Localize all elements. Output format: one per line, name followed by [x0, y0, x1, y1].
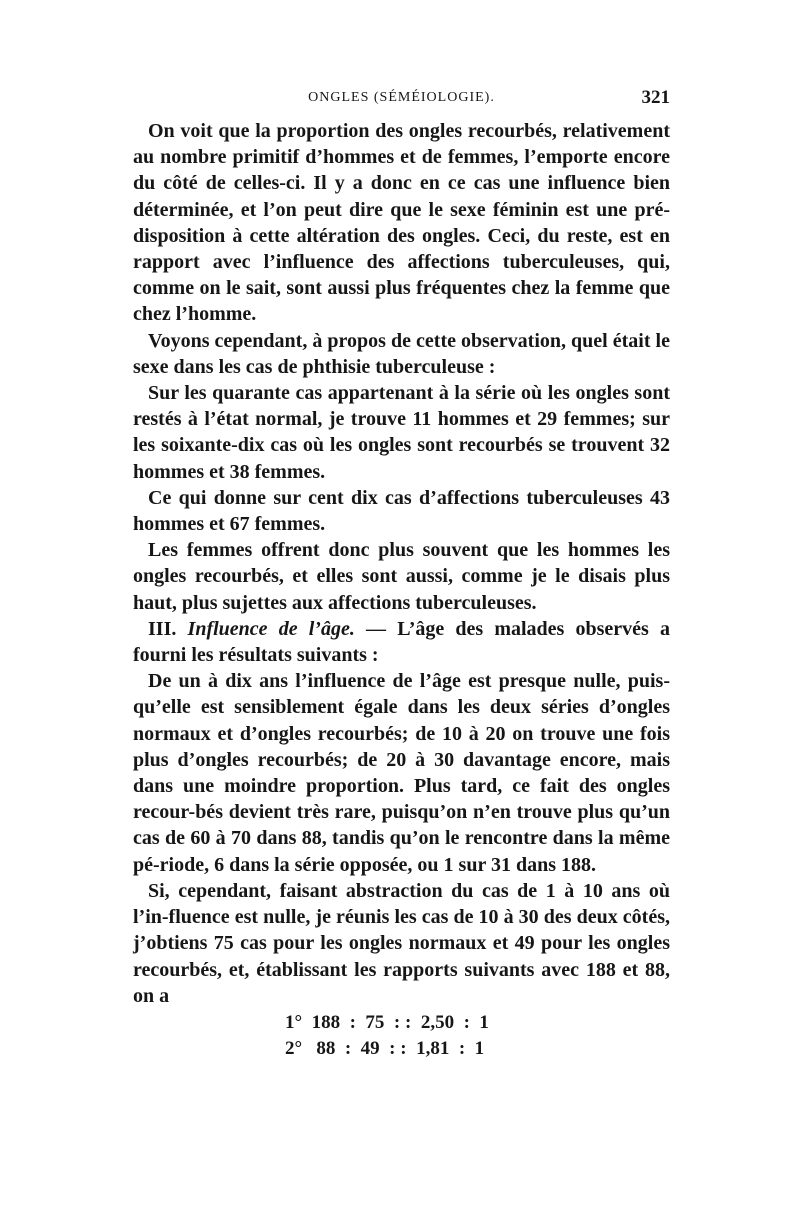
ratio-list — [133, 1010, 670, 1062]
section-number: III. — [148, 617, 177, 640]
section-text: L’âge des malades observés a fourni les résultats suivants : — [133, 617, 670, 667]
paragraph-3: Sur les quarante cas appartenant à la série où les ongles sont restés à l’état normal, je trouve 11 hommes et 29 femmes; sur les soixante-dix cas où les ongles sont recourbés se trouvent 32 hommes et 38 femmes. — [133, 382, 670, 483]
ratio-row-1: 1° 188 : 75 : : 2,50 : 1 — [285, 1011, 489, 1033]
running-title: ONGLES (SÉMÉIOLOGIE). — [308, 90, 495, 105]
paragraph-7: Si, cependant, faisant abstraction du cas de 1 à 10 ans où l’in-fluence est nulle, je réunis les cas de 10 à 30 des deux côtés, j’obtiens 75 cas pour les ongles normaux et 49 pour les ongles recourbés, et, établissant les rapports suivants avec 188 et 88, on a — [133, 879, 670, 1007]
running-head — [133, 87, 670, 118]
body-text — [133, 118, 670, 1062]
paragraph-6: De un à dix ans l’influence de l’âge est presque nulle, puis-qu’elle est sensiblement égale dans les deux séries d’ongles normaux et d’ongles recourbés; de 10 à 20 on trouve une fois plus d’ongles recourbés; de 20 à 30 davantage encore, mais dans une moindre proportion. Plus tard, ce fait des ongles recour-bés devient très rare, puisqu’on n’en trouve plus qu’un cas de 60 à 70 dans 88, tandis qu’on le rencontre dans la même pé-riode, 6 dans la série opposée, ou 1 sur 31 dans 188. — [133, 670, 670, 876]
section-title: Influence de l’âge. — [187, 617, 355, 640]
section-paragraph — [133, 616, 670, 668]
paragraph-5: Les femmes offrent donc plus souvent que les hommes les ongles recourbés, et elles sont aussi, comme je le disais plus haut, plus sujettes aux affections tuberculeuses. — [133, 539, 670, 614]
ratio-row-2: 2° 88 : 49 : : 1,81 : 1 — [285, 1037, 485, 1059]
paragraph-1: On voit que la proportion des ongles recourbés, relativement au nombre primitif d’hommes et de femmes, l’emporte encore du côté de celles-ci. Il y a donc en ce cas une influence bien déterminée, et l’on peut dire que le sexe féminin est une pré-disposition à cette altération des ongles. Ceci, du reste, est en rapport avec l’influence des affections tuberculeuses, qui, comme on le sait, sont aussi plus fréquentes chez la femme que chez l’homme. — [133, 120, 670, 326]
section-dash: — — [366, 617, 387, 640]
paragraph-4: Ce qui donne sur cent dix cas d’affections tuberculeuses 43 hommes et 67 femmes. — [133, 486, 670, 536]
page-number: 321 — [641, 87, 670, 108]
paragraph-2: Voyons cependant, à propos de cette observation, quel était le sexe dans les cas de phthisie tuberculeuse : — [133, 329, 670, 378]
